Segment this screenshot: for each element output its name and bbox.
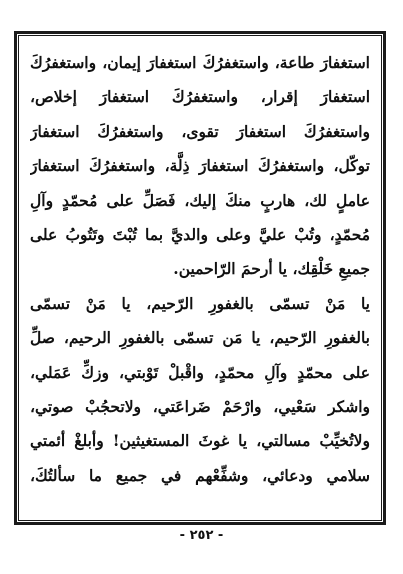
prayer-text-block (30, 46, 370, 493)
text-line-11: واشكر سَعْيي، وارْحَمْ ضَراعَتي، ولاتحجُبْ صوتي، (30, 396, 370, 416)
text-line-3: واستغفرُكَ استغفارَ تقوى، واستغفرُكَ استغفارَ (30, 121, 370, 141)
text-line-12: ولاتُخيِّبْ مسالتي، يا غوثَ المستغيثين! وأبلغْ أئمتي (30, 431, 370, 451)
page-number: - ٢٥٢ - (179, 528, 224, 543)
text-line-8: يا مَنْ تسمّى بالغفورِ الرّحيم، يا مَنْ تسمّى (30, 293, 370, 313)
text-line-4: توكّل، واستغفرُكَ استغفارَ ذِلَّة، واستغفرُكَ استغفارَ (30, 156, 370, 176)
text-line-10: على محمّدٍ وآلِ محمّدٍ، واقْبلْ تَوْبتي، وزكِّ عَمَلي، (30, 362, 370, 382)
text-line-1: استغفارَ طاعة، واستغفرُكَ استغفارَ إيمان، واستغفرُكَ (30, 53, 370, 72)
text-line-2: استغفارَ إقرار، واستغفرُكَ استغفارَ إخلاص، (30, 87, 370, 107)
text-line-13: سلامي ودعائي، وشفِّعْهم في جميع ما سألتُكَ، (30, 465, 370, 485)
text-line-6: مُحمّدٍ، وتُبْ عليَّ وعلى والديَّ بما تُبْتَ وتَتُوبُ على (30, 224, 370, 244)
text-line-5: عاملٍ لك، هاربٍ منكَ إليك، فَصَلِّ على مُحمّدٍ وآلِ (30, 190, 370, 210)
text-line-9: بالغفورِ الرّحيم، يا مَن تسمّى بالغفورِ الرحيم، صلِّ (30, 328, 370, 348)
text-line-7: جميعِ خَلْقِك، يا أرحمَ الرّاحمين. (173, 259, 370, 279)
